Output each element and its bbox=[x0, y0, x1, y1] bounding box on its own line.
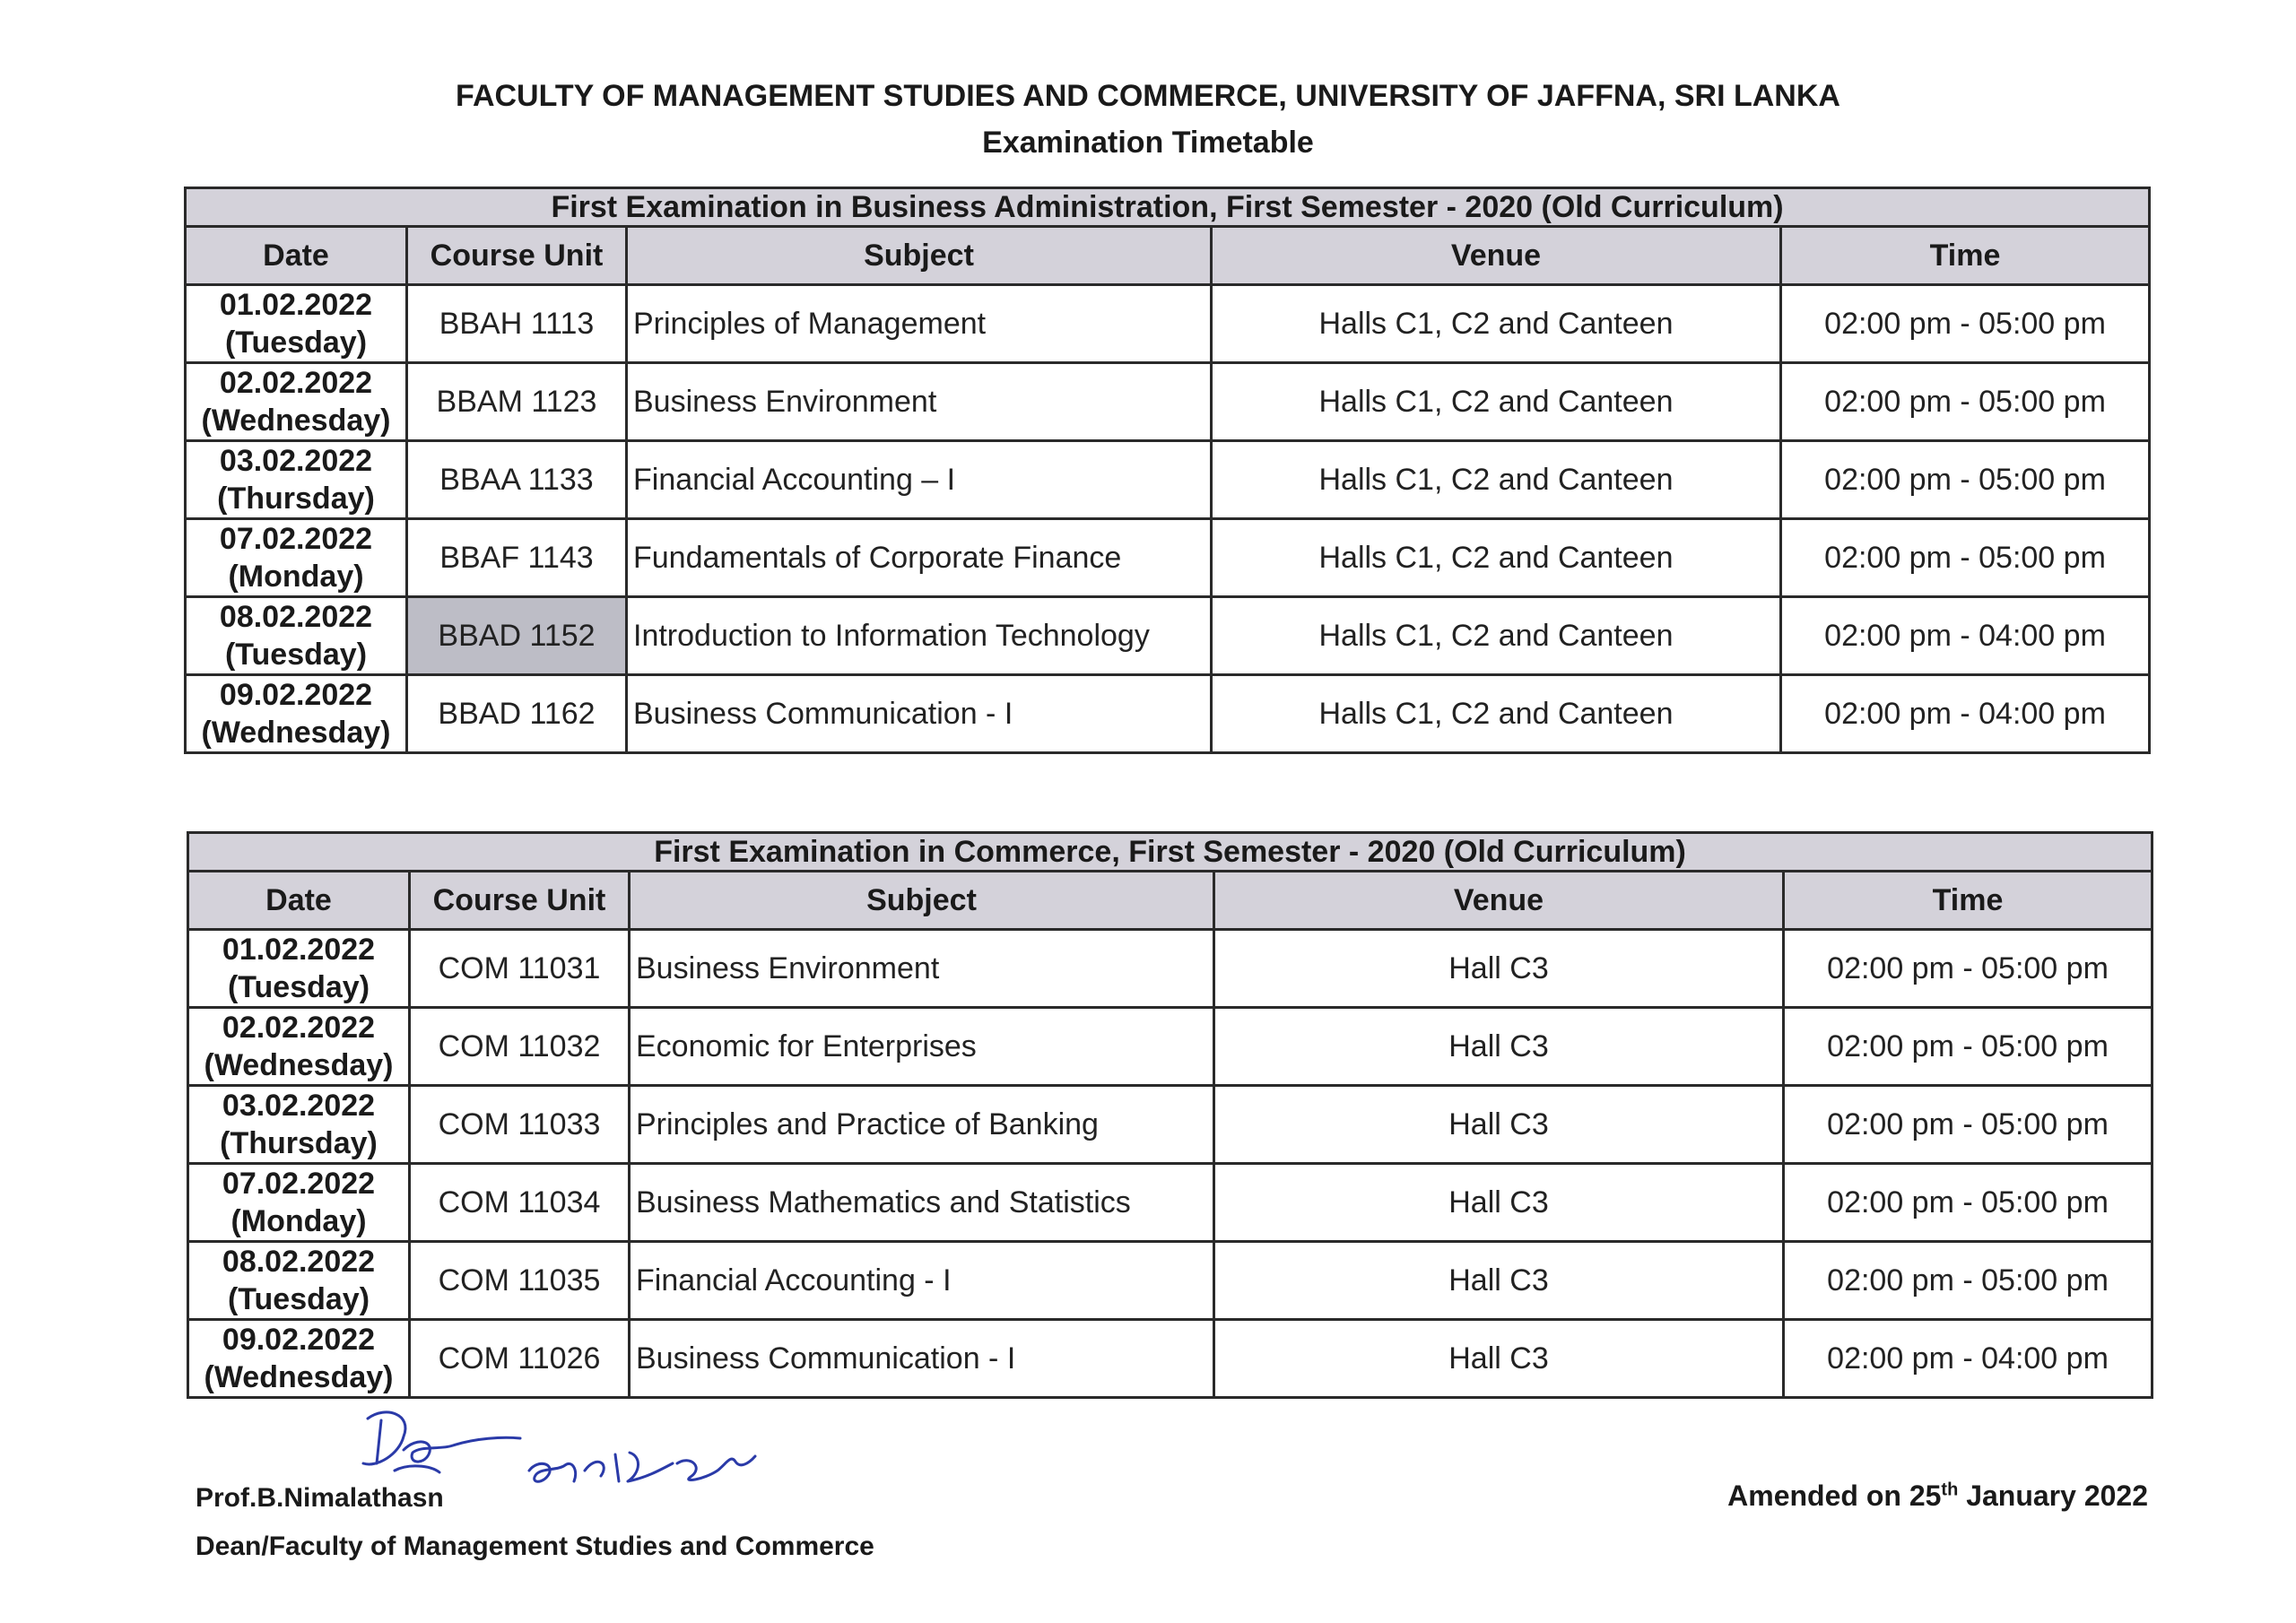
course-unit: BBAF 1143 bbox=[407, 519, 627, 597]
weekday: (Tuesday) bbox=[227, 970, 370, 1004]
column-header-subject: Subject bbox=[627, 227, 1212, 285]
weekday: (Monday) bbox=[230, 1204, 367, 1238]
column-header-time: Time bbox=[1781, 227, 2150, 285]
venue: Hall C3 bbox=[1214, 1320, 1784, 1398]
exam-time: 02:00 pm - 05:00 pm bbox=[1784, 1164, 2152, 1242]
date: 09.02.2022 bbox=[219, 678, 373, 712]
table-title: First Examination in Commerce, First Semester - 2020 (Old Curriculum) bbox=[188, 833, 2152, 872]
venue: Halls C1, C2 and Canteen bbox=[1212, 519, 1781, 597]
date: 07.02.2022 bbox=[222, 1167, 376, 1201]
table-row bbox=[186, 363, 2150, 441]
date-cell bbox=[186, 675, 407, 753]
date-cell bbox=[188, 1086, 410, 1164]
weekday: (Thursday) bbox=[220, 1126, 378, 1160]
table-row bbox=[186, 519, 2150, 597]
subject: Financial Accounting – I bbox=[627, 441, 1212, 519]
venue: Halls C1, C2 and Canteen bbox=[1212, 441, 1781, 519]
course-unit: COM 11031 bbox=[410, 930, 630, 1008]
date: 02.02.2022 bbox=[219, 366, 373, 400]
subject: Business Environment bbox=[627, 363, 1212, 441]
weekday: (Tuesday) bbox=[224, 325, 368, 360]
date: 08.02.2022 bbox=[222, 1245, 376, 1279]
subject: Business Communication - I bbox=[627, 675, 1212, 753]
date: 01.02.2022 bbox=[222, 933, 376, 967]
subject: Introduction to Information Technology bbox=[627, 597, 1212, 675]
table-row bbox=[188, 1164, 2152, 1242]
column-header-course-unit: Course Unit bbox=[410, 872, 630, 930]
document-title: FACULTY OF MANAGEMENT STUDIES AND COMMERCE, UNIVERSITY OF JAFFNA, SRI LANKA bbox=[456, 79, 1840, 113]
table-title: First Examination in Business Administration, First Semester - 2020 (Old Curriculum) bbox=[186, 188, 2150, 227]
table-row bbox=[188, 1086, 2152, 1164]
date: 02.02.2022 bbox=[222, 1011, 376, 1045]
course-unit: BBAH 1113 bbox=[407, 285, 627, 363]
exam-time: 02:00 pm - 05:00 pm bbox=[1784, 1242, 2152, 1320]
course-unit: COM 11026 bbox=[410, 1320, 630, 1398]
venue: Halls C1, C2 and Canteen bbox=[1212, 285, 1781, 363]
exam-time: 02:00 pm - 05:00 pm bbox=[1781, 285, 2150, 363]
course-unit: BBAM 1123 bbox=[407, 363, 627, 441]
column-header-course-unit: Course Unit bbox=[407, 227, 627, 285]
date-cell bbox=[188, 930, 410, 1008]
amended-suffix-ordinal: th bbox=[1941, 1480, 1959, 1500]
weekday: (Wednesday) bbox=[204, 1360, 394, 1394]
date-cell bbox=[188, 1164, 410, 1242]
date: 01.02.2022 bbox=[219, 288, 373, 322]
subject: Business Environment bbox=[630, 930, 1214, 1008]
date-cell bbox=[186, 441, 407, 519]
course-unit-highlighted: BBAD 1152 bbox=[407, 597, 627, 675]
weekday: (Wednesday) bbox=[204, 1048, 394, 1082]
document-subtitle: Examination Timetable bbox=[982, 126, 1314, 160]
subject: Principles and Practice of Banking bbox=[630, 1086, 1214, 1164]
venue: Hall C3 bbox=[1214, 1008, 1784, 1086]
amended-month-year: January 2022 bbox=[1958, 1480, 2148, 1512]
table-row bbox=[188, 930, 2152, 1008]
table-row bbox=[186, 597, 2150, 675]
column-header-subject: Subject bbox=[630, 872, 1214, 930]
weekday: (Monday) bbox=[228, 560, 364, 594]
weekday: (Tuesday) bbox=[227, 1282, 370, 1316]
date: 08.02.2022 bbox=[219, 600, 373, 634]
weekday: (Wednesday) bbox=[201, 716, 391, 750]
date-cell bbox=[186, 519, 407, 597]
venue: Halls C1, C2 and Canteen bbox=[1212, 675, 1781, 753]
subject: Business Communication - I bbox=[630, 1320, 1214, 1398]
subject: Business Mathematics and Statistics bbox=[630, 1164, 1214, 1242]
subject: Fundamentals of Corporate Finance bbox=[627, 519, 1212, 597]
date: 03.02.2022 bbox=[219, 444, 373, 478]
subject: Principles of Management bbox=[627, 285, 1212, 363]
exam-time: 02:00 pm - 05:00 pm bbox=[1781, 441, 2150, 519]
signatory-title: Dean/Faculty of Management Studies and Commerce bbox=[196, 1532, 874, 1561]
table-row bbox=[186, 285, 2150, 363]
date: 03.02.2022 bbox=[222, 1089, 376, 1123]
subject: Financial Accounting - I bbox=[630, 1242, 1214, 1320]
table-row bbox=[188, 1008, 2152, 1086]
venue: Hall C3 bbox=[1214, 1164, 1784, 1242]
course-unit: COM 11034 bbox=[410, 1164, 630, 1242]
venue: Hall C3 bbox=[1214, 1086, 1784, 1164]
date-cell bbox=[188, 1320, 410, 1398]
exam-time: 02:00 pm - 04:00 pm bbox=[1781, 597, 2150, 675]
date-cell bbox=[186, 285, 407, 363]
table-row bbox=[186, 675, 2150, 753]
venue: Halls C1, C2 and Canteen bbox=[1212, 363, 1781, 441]
signatory-name: Prof.B.Nimalathasn bbox=[196, 1483, 444, 1513]
date-cell bbox=[188, 1008, 410, 1086]
course-unit: BBAA 1133 bbox=[407, 441, 627, 519]
exam-time: 02:00 pm - 05:00 pm bbox=[1784, 1086, 2152, 1164]
subject: Economic for Enterprises bbox=[630, 1008, 1214, 1086]
date-cell bbox=[186, 597, 407, 675]
column-header-date: Date bbox=[186, 227, 407, 285]
course-unit: COM 11035 bbox=[410, 1242, 630, 1320]
table-row bbox=[186, 441, 2150, 519]
venue: Hall C3 bbox=[1214, 1242, 1784, 1320]
venue: Hall C3 bbox=[1214, 930, 1784, 1008]
table-row bbox=[188, 1242, 2152, 1320]
column-header-venue: Venue bbox=[1212, 227, 1781, 285]
date: 09.02.2022 bbox=[222, 1323, 376, 1357]
date-cell bbox=[186, 363, 407, 441]
business-admin-timetable bbox=[184, 187, 2151, 754]
column-header-date: Date bbox=[188, 872, 410, 930]
course-unit: COM 11032 bbox=[410, 1008, 630, 1086]
exam-time: 02:00 pm - 05:00 pm bbox=[1784, 930, 2152, 1008]
column-header-time: Time bbox=[1784, 872, 2152, 930]
amended-prefix: Amended on 25 bbox=[1727, 1480, 1942, 1512]
exam-time: 02:00 pm - 04:00 pm bbox=[1781, 675, 2150, 753]
weekday: (Tuesday) bbox=[224, 638, 368, 672]
amended-date bbox=[1727, 1480, 2148, 1513]
exam-time: 02:00 pm - 05:00 pm bbox=[1781, 363, 2150, 441]
course-unit: COM 11033 bbox=[410, 1086, 630, 1164]
weekday: (Wednesday) bbox=[201, 404, 391, 438]
weekday: (Thursday) bbox=[217, 482, 375, 516]
exam-time: 02:00 pm - 04:00 pm bbox=[1784, 1320, 2152, 1398]
course-unit: BBAD 1162 bbox=[407, 675, 627, 753]
date-cell bbox=[188, 1242, 410, 1320]
venue: Halls C1, C2 and Canteen bbox=[1212, 597, 1781, 675]
column-header-venue: Venue bbox=[1214, 872, 1784, 930]
table-row bbox=[188, 1320, 2152, 1398]
date: 07.02.2022 bbox=[219, 522, 373, 556]
exam-time: 02:00 pm - 05:00 pm bbox=[1781, 519, 2150, 597]
commerce-timetable bbox=[187, 831, 2153, 1399]
exam-time: 02:00 pm - 05:00 pm bbox=[1784, 1008, 2152, 1086]
